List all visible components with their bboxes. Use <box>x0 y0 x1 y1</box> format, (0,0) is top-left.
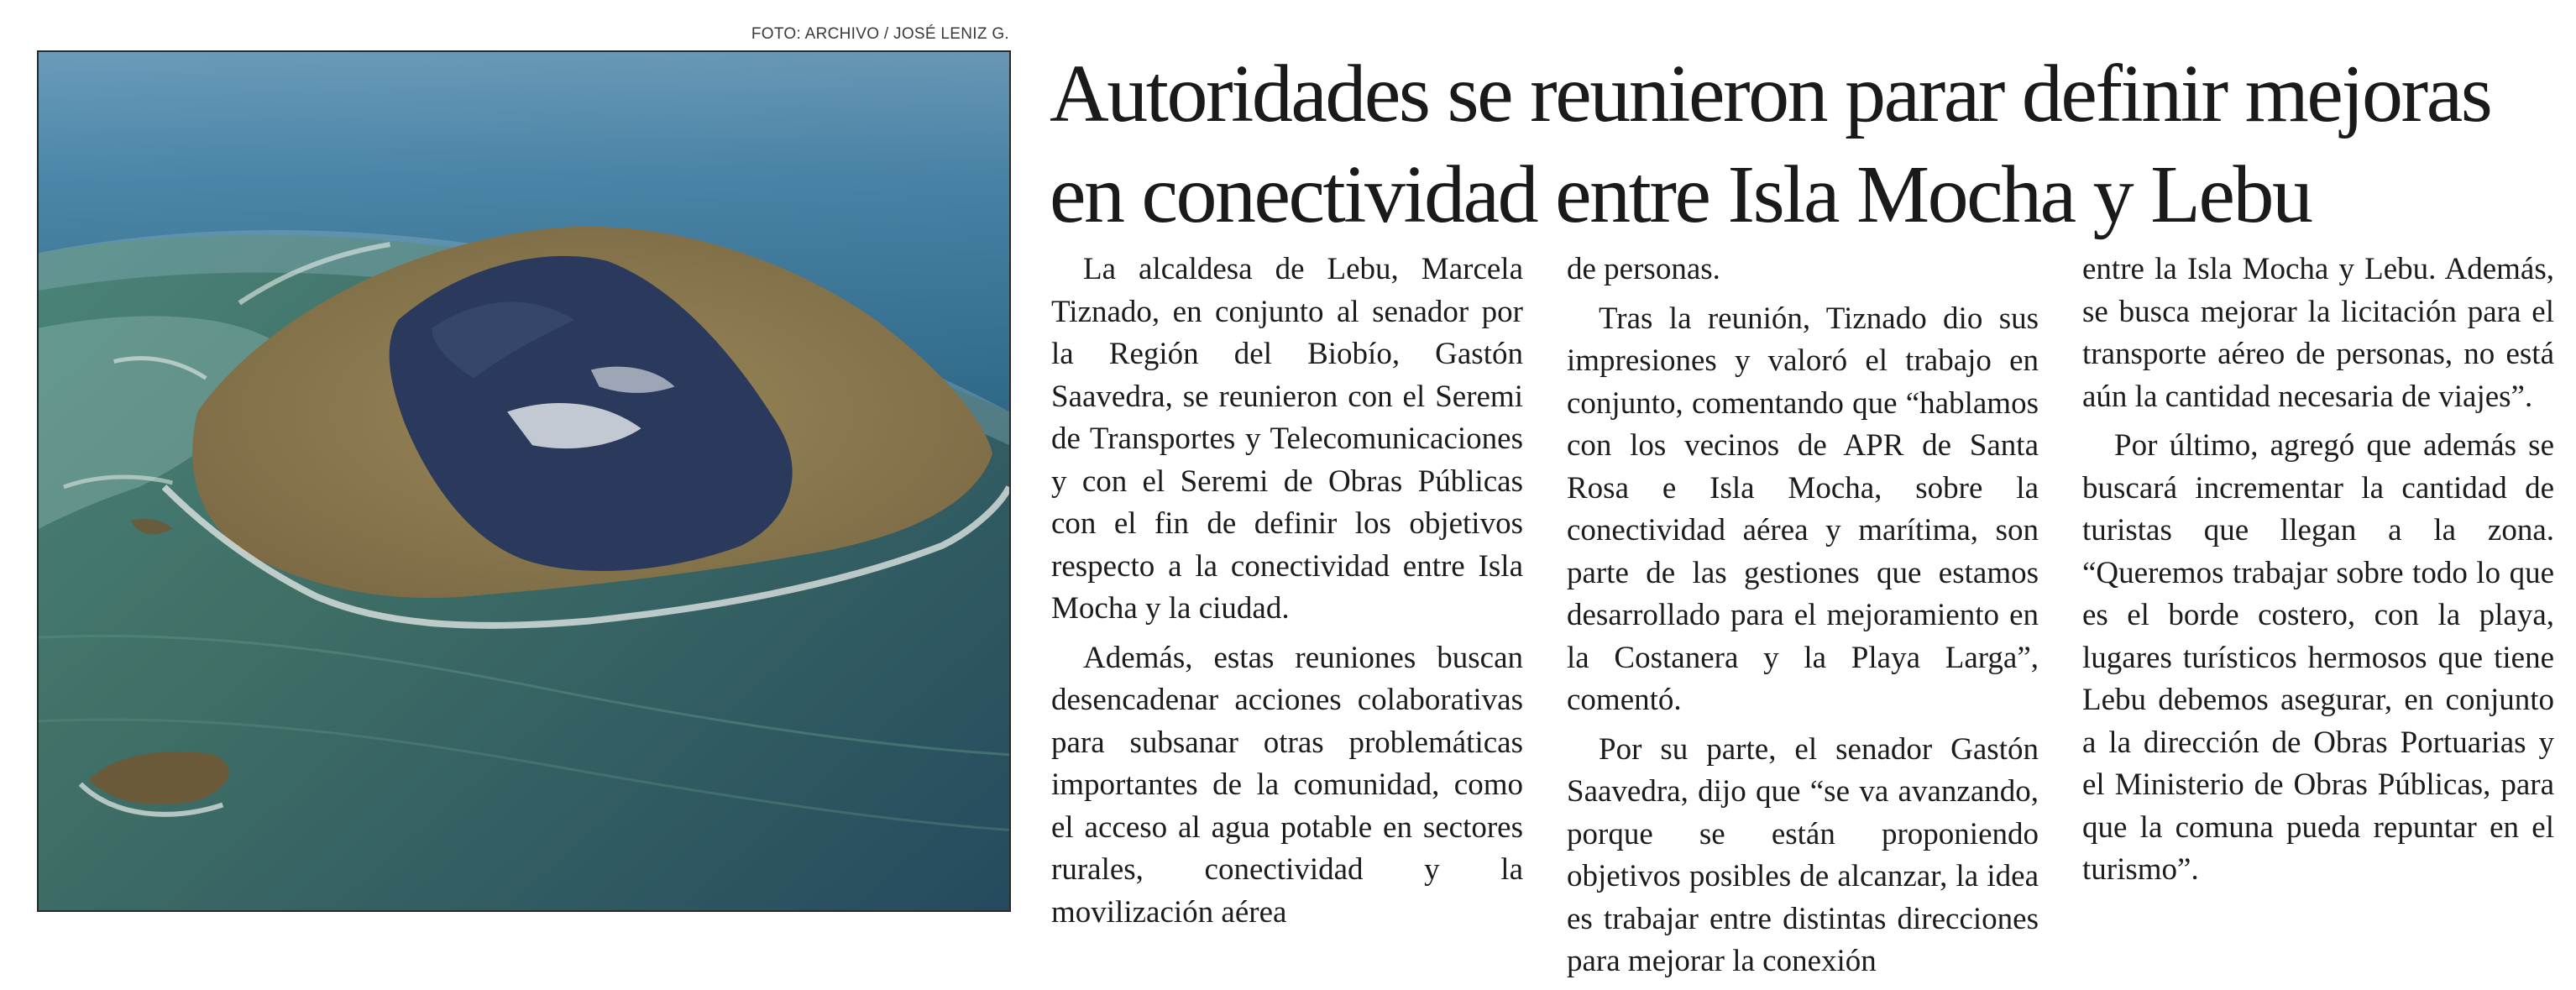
island-photo-illustration <box>39 52 1009 910</box>
article-paragraph-continued: entre la Isla Mocha y Lebu. Además, se busca mejorar la licitación para el transporte aéreo de personas, no está aún la cantidad necesaria de viajes”. <box>2082 252 2554 414</box>
article-paragraph: Por último, agregó que además se buscará incrementar la cantidad de turistas que llegan a la zona. “Queremos trabajar sobre todo lo que es el borde costero, con la playa, lugares turísticos hermosos que tiene Lebu debemos asegurar, en conjunto a la dirección de Obras Portuarias y el Ministerio de Obras Públicas, para que la comuna pueda repuntar en el turismo”. <box>2082 428 2554 887</box>
article-column-2 <box>1567 249 2039 990</box>
photo-credit: FOTO: ARCHIVO / JOSÉ LENIZ G. <box>751 25 1009 43</box>
article-column-1 <box>1051 249 1523 990</box>
article-column-3 <box>2082 249 2554 990</box>
article-headline: Autoridades se reunieron parar definir mejoras en conectividad entre Isla Mocha y Lebu <box>1050 49 2491 240</box>
article-paragraph: La alcaldesa de Lebu, Marcela Tiznado, en conjunto al senador por la Región del Biobío, Gastón Saavedra, se reunieron con el Seremi de Transportes y Telecomunicaciones y con el Seremi de Obras Públicas con el fin de definir los objetivos respecto a la conectividad entre Isla Mocha y la ciudad. <box>1051 252 1523 626</box>
article-paragraph: Tras la reunión, Tiznado dio sus impresiones y valoró el trabajo en conjunto, comentando que “hablamos con los vecinos de APR de Santa Rosa e Isla Mocha, sobre la conectividad aérea y marítima, son parte de las gestiones que estamos desarrollado para el mejoramiento en la Costanera y la Playa Larga”, comentó. <box>1567 301 2039 717</box>
article-body <box>1051 249 2554 978</box>
article-paragraph: Además, estas reuniones buscan desencadenar acciones colaborativas para subsanar otras problemáticas importantes de la comunidad, como el acceso al agua potable en sectores rurales, conectividad y la movilización aérea <box>1051 640 1523 930</box>
article-paragraph: Por su parte, el senador Gastón Saavedra, dijo que “se va avanzando, porque se están proponiendo objetivos posibles de alcanzar, la idea es trabajar entre distintas direcciones para mejorar la conexión <box>1567 731 2039 978</box>
article-paragraph-continued: de personas. <box>1567 252 1720 286</box>
island-aerial-photo <box>37 50 1011 912</box>
